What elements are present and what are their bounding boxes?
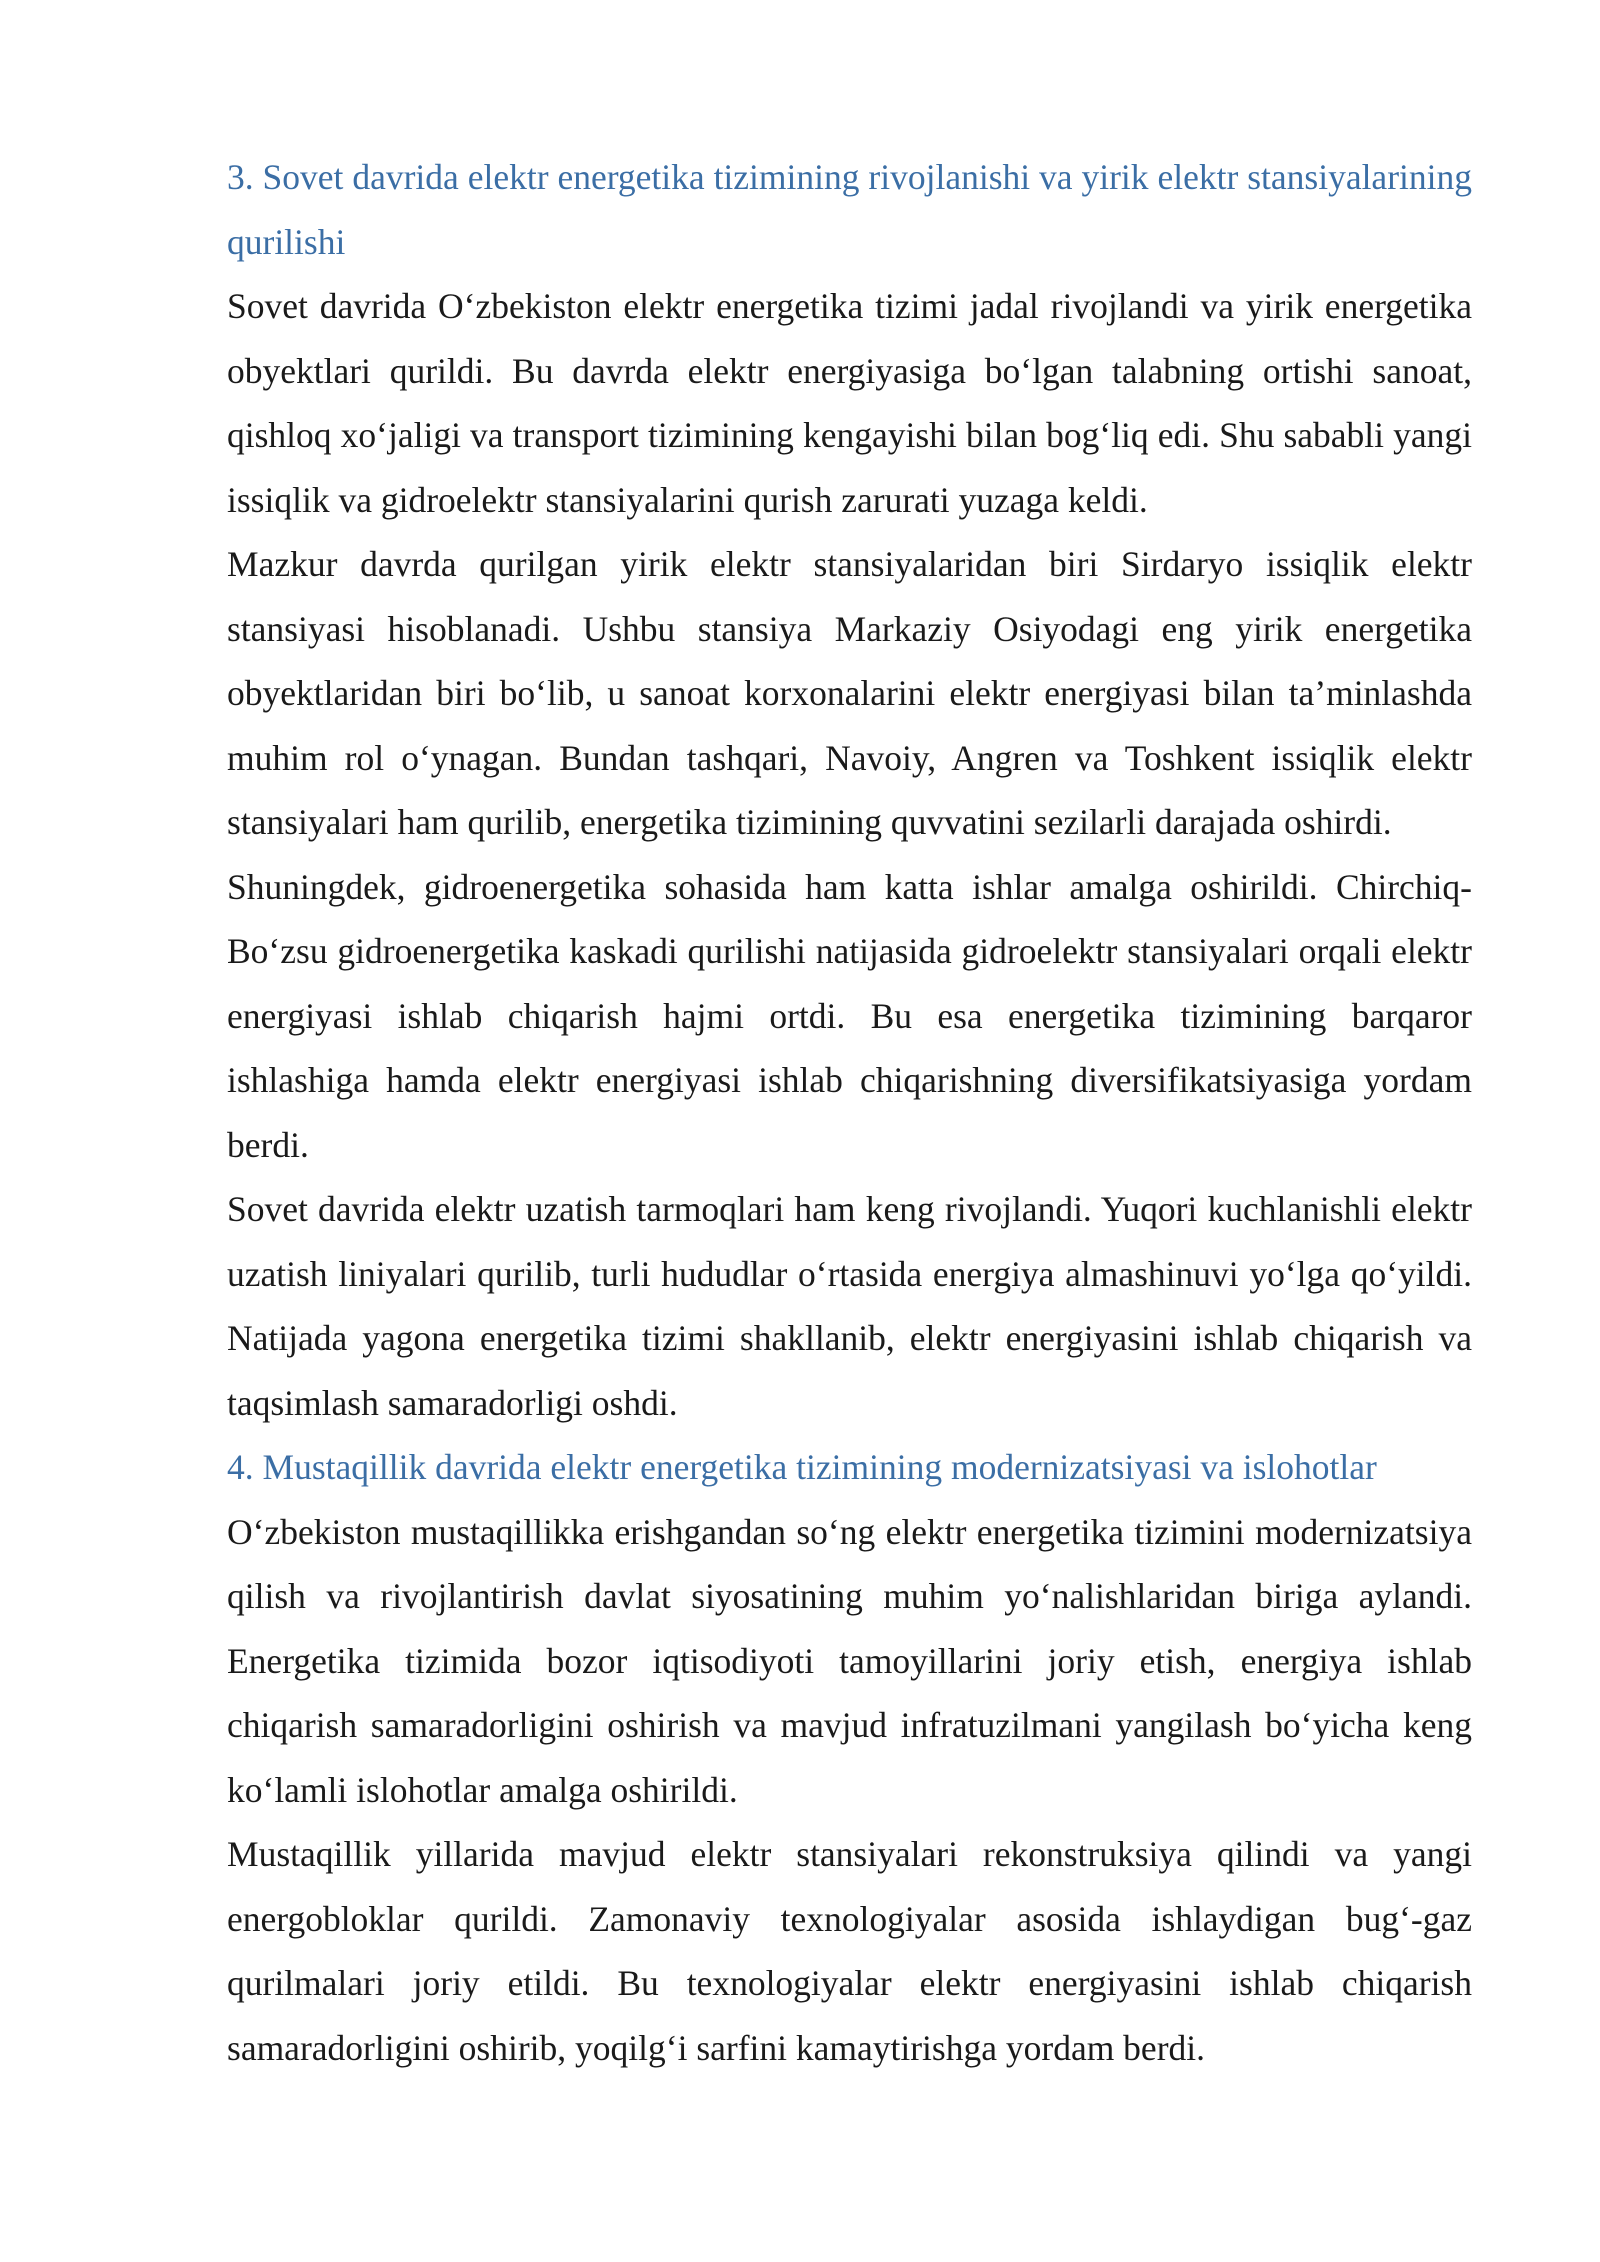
body-paragraph: Shuningdek, gidroenergetika sohasida ham katta ishlar amalga oshirildi. Chirchiq-Bo‘zsu gidroenergetika kaskadi qurilishi natijasida gidroelektr stansiyalari orqali elektr energiyasi ishlab chiqarish hajmi ortdi. Bu esa energetika tizimining barqaror ishlashiga hamda elektr energiyasi ishlab chiqarishning diversifikatsiyasiga yordam berdi. <box>227 866 1472 1165</box>
section-heading-4: 4. Mustaqillik davrida elektr energetika tizimining modernizatsiyasi va islohotlar <box>227 1447 1377 1487</box>
body-paragraph: Mustaqillik yillarida mavjud elektr stansiyalari rekonstruksiya qilindi va yangi energobloklar qurildi. Zamonaviy texnologiyalar asosida ishlaydigan bug‘-gaz qurilmalari joriy etildi. Bu texnologiyalar elektr energiyasini ishlab chiqarish samaradorligini oshirib, yoqilg‘i sarfini kamaytirishga yordam berdi. <box>227 1834 1472 2068</box>
body-paragraph: Mazkur davrda qurilgan yirik elektr stansiyalaridan biri Sirdaryo issiqlik elektr stansiyasi hisoblanadi. Ushbu stansiya Markaziy Osiyodagi eng yirik energetika obyektlaridan biri bo‘lib, u sanoat korxonalarini elektr energiyasi bilan ta’minlashda muhim rol o‘ynagan. Bundan tashqari, Navoiy, Angren va Toshkent issiqlik elektr stansiyalari ham qurilib, energetika tizimining quvvatini sezilarli darajada oshirdi. <box>227 544 1472 842</box>
document-page <box>227 145 1472 2080</box>
section-heading-3: 3. Sovet davrida elektr energetika tizimining rivojlanishi va yirik elektr stansiyalarining qurilishi <box>227 157 1472 262</box>
body-paragraph: Sovet davrida elektr uzatish tarmoqlari ham keng rivojlandi. Yuqori kuchlanishli elektr uzatish liniyalari qurilib, turli hududlar o‘rtasida energiya almashinuvi yo‘lga qo‘yildi. Natijada yagona energetika tizimi shakllanib, elektr energiyasini ishlab chiqarish va taqsimlash samaradorligi oshdi. <box>227 1189 1472 1423</box>
body-paragraph: Sovet davrida O‘zbekiston elektr energetika tizimi jadal rivojlandi va yirik energetika obyektlari qurildi. Bu davrda elektr energiyasiga bo‘lgan talabning ortishi sanoat, qishloq xo‘jaligi va transport tizimining kengayishi bilan bog‘liq edi. Shu sababli yangi issiqlik va gidroelektr stansiyalarini qurish zarurati yuzaga keldi. <box>227 286 1472 520</box>
body-paragraph: O‘zbekiston mustaqillikka erishgandan so‘ng elektr energetika tizimini modernizatsiya qilish va rivojlantirish davlat siyosatining muhim yo‘nalishlaridan biriga aylandi. Energetika tizimida bozor iqtisodiyoti tamoyillarini joriy etish, energiya ishlab chiqarish samaradorligini oshirish va mavjud infratuzilmani yangilash bo‘yicha keng ko‘lamli islohotlar amalga oshirildi. <box>227 1511 1472 1810</box>
